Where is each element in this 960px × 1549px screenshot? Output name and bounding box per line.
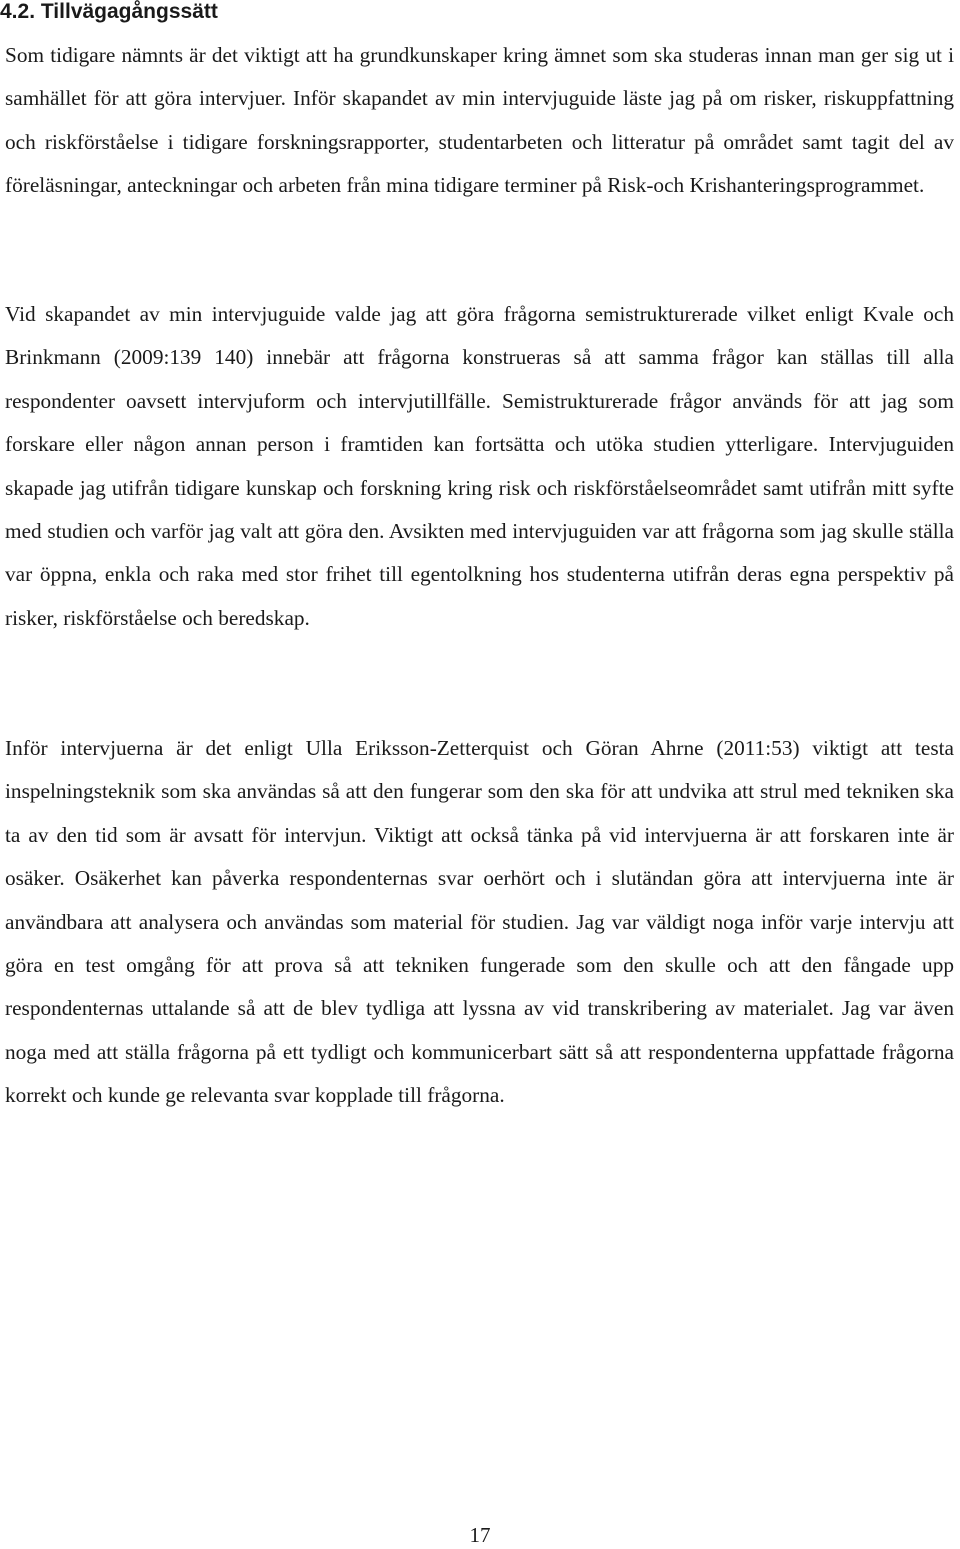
- paragraph-interview-guide: Vid skapandet av min intervjuguide valde jag att göra frågorna semistrukturerade vilket enligt Kvale och Brinkmann (2009:139 140) innebär att frågorna konstrueras så att samma frågor kan ställas till alla respondenter oavsett intervjuform och intervjutillfälle. Semistrukturerade frågor används för att jag som forskare eller någon annan person i framtiden kan fortsätta och utöka studien ytterligare. Intervjuguiden skapade jag utifrån tidigare kunskap och forskning kring risk och riskförståelseområdet samt utifrån mitt syfte med studien och varför jag valt att göra den. Avsikten med intervjuguiden var att frågorna som jag skulle ställa var öppna, enkla och raka med stor frihet till egentolkning hos studenterna utifrån deras egna perspektiv på risker, riskförståelse och beredskap.: [5, 302, 954, 630]
- paragraph-approach-intro: Som tidigare nämnts är det viktigt att ha grundkunskaper kring ämnet som ska studeras innan man ger sig ut i samhället för att göra intervjuer. Inför skapandet av min intervjuguide läste jag på om risker, riskuppfattning och riskförståelse i tidigare forskningsrapporter, studentarbeten och litteratur på området samt tagit del av föreläsningar, anteckningar och arbeten från mina tidigare terminer på Risk-och Krishanteringsprogrammet.: [5, 43, 954, 198]
- section-heading: 4.2. Tillvägagångssätt: [0, 0, 218, 23]
- paragraph-interview-preparation: Inför intervjuerna är det enligt Ulla Eriksson-Zetterquist och Göran Ahrne (2011:53) viktigt att testa inspelningsteknik som ska användas så att den fungerar som den ska för att undvika att strul med tekniken ska ta av den tid som är avsatt för intervjun. Viktigt att också tänka på vid intervjuerna är att forskaren inte är osäker. Osäkerhet kan påverka respondenternas svar oerhört och i slutändan göra att intervjuerna inte är användbara att analysera och användas som material för studien. Jag var väldigt noga inför varje intervju att göra en test omgång för att prova så att tekniken fungerade som den skulle och att den fångade upp respondenternas uttalande så att de blev tydliga att lyssna av vid transkribering av materialet. Jag var även noga med att ställa frågorna på ett tydligt och kommunicerbart sätt så att respondenterna uppfattade frågorna korrekt och kunde ge relevanta svar kopplade till frågorna.: [5, 736, 954, 1108]
- page-number: 17: [469, 1523, 491, 1547]
